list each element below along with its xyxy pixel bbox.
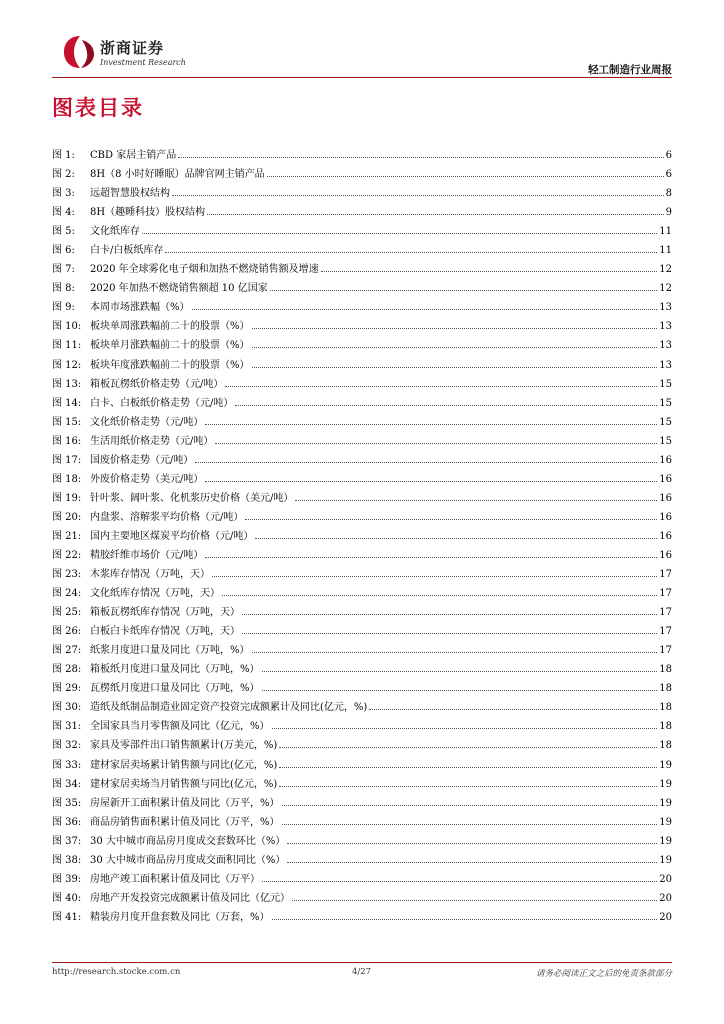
figure-number: 图 18:: [52, 473, 82, 485]
toc-entry[interactable]: [52, 451, 672, 470]
figure-number: 图 20:: [52, 511, 82, 523]
toc-entry[interactable]: [52, 546, 672, 565]
logo-chinese-name: 浙商证券: [100, 39, 165, 57]
footer-page-number: 4/27: [352, 967, 372, 977]
toc-entry[interactable]: [52, 698, 672, 717]
toc-entry[interactable]: [52, 832, 672, 851]
page-number: 17: [659, 607, 672, 619]
figure-title: 房地产竣工面积累计值及同比（万平）: [90, 873, 260, 885]
figure-number: 图 4:: [52, 207, 75, 219]
page-number: 19: [659, 816, 672, 828]
figure-number: 图 12:: [52, 359, 82, 371]
page-number: 8: [665, 188, 672, 200]
page-number: 20: [659, 892, 672, 904]
toc-entry[interactable]: [52, 813, 672, 832]
toc-entry[interactable]: [52, 622, 672, 641]
figure-title: 本周市场涨跌幅（%）: [90, 302, 190, 314]
dot-leader: [245, 519, 657, 520]
dot-leader: [262, 881, 657, 882]
page-number: 15: [659, 397, 672, 409]
page-footer: [52, 967, 672, 981]
toc-entry[interactable]: [52, 394, 672, 413]
figure-number: 图 23:: [52, 569, 82, 581]
figure-number: 图 15:: [52, 416, 82, 428]
page-number: 11: [659, 245, 672, 257]
dot-leader: [207, 214, 664, 215]
toc-entry[interactable]: [52, 336, 672, 355]
page-number: 13: [659, 302, 672, 314]
figure-number: 图 37:: [52, 835, 82, 847]
page-number: 16: [659, 549, 672, 561]
page-number: 20: [659, 911, 672, 923]
figure-title: 白卡/白板纸库存: [90, 245, 164, 257]
figure-number: 图 27:: [52, 645, 82, 657]
figure-number: 图 38:: [52, 854, 82, 866]
figure-number: 图 21:: [52, 530, 82, 542]
toc-entry[interactable]: [52, 679, 672, 698]
toc-entry[interactable]: [52, 146, 672, 165]
figure-number: 图 13:: [52, 378, 82, 390]
figure-number: 图 24:: [52, 588, 82, 600]
figure-title: 外废价格走势（美元/吨）: [90, 473, 204, 485]
page-number: 17: [659, 569, 672, 581]
toc-entry[interactable]: [52, 375, 672, 394]
logo-english-name: Investment Research: [100, 58, 186, 67]
toc-entry[interactable]: [52, 641, 672, 660]
toc-title: 图表目录: [52, 96, 144, 120]
figure-number: 图 7:: [52, 264, 75, 276]
figure-title: 国废价格走势（元/吨）: [90, 454, 194, 466]
figure-title: 箱板瓦楞纸价格走势（元/吨）: [90, 378, 224, 390]
page-header: [52, 34, 672, 80]
figure-title: 家具及零部件出口销售额累计(万美元，%): [90, 740, 278, 752]
toc-entry[interactable]: [52, 279, 672, 298]
toc-entry[interactable]: [52, 660, 672, 679]
dot-leader: [279, 786, 657, 787]
toc-entry[interactable]: [52, 203, 672, 222]
figure-title: 房地产开发投资完成额累计值及同比（亿元）: [90, 892, 290, 904]
page-number: 6: [665, 150, 672, 161]
page-number: 16: [659, 530, 672, 542]
toc-entry[interactable]: [52, 794, 672, 813]
figure-title: 文化纸库存: [90, 226, 140, 238]
toc-entry[interactable]: [52, 184, 672, 203]
toc-entry[interactable]: [52, 908, 672, 927]
dot-leader: [195, 462, 657, 463]
figure-title: 板块单月涨跌幅前二十的股票（%）: [90, 340, 250, 352]
footer-url-link[interactable]: http://research.stocke.com.cn: [52, 967, 181, 977]
figure-title: 2020 年全球雾化电子烟和加热不燃烧销售额及增速: [90, 264, 319, 276]
dot-leader: [242, 614, 657, 615]
dot-leader: [282, 824, 658, 825]
dot-leader: [252, 347, 658, 348]
figure-title: 白卡、白板纸价格走势（元/吨）: [90, 397, 234, 409]
figure-title: 精胶纤维市场价（元/吨）: [90, 549, 204, 561]
figure-title: 箱板纸月度进口量及同比（万吨，%）: [90, 664, 260, 676]
figure-number: 图 16:: [52, 435, 82, 447]
figure-title: 30 大中城市商品房月度成交面积同比（%）: [90, 854, 286, 866]
toc-entry[interactable]: [52, 165, 672, 184]
figure-title: 远超智慧股权结构: [90, 188, 170, 200]
page-number: 17: [659, 588, 672, 600]
figure-title: 箱板瓦楞纸库存情况（万吨，天）: [90, 607, 240, 619]
dot-leader: [192, 309, 658, 310]
page-number: 18: [659, 664, 672, 676]
page-number: 16: [659, 473, 672, 485]
toc-entry[interactable]: [52, 432, 672, 451]
figure-title: 针叶浆、阔叶浆、化机浆历史价格（美元/吨）: [90, 492, 294, 504]
figure-number: 图 1:: [52, 150, 75, 161]
dot-leader: [252, 328, 658, 329]
figure-number: 图 28:: [52, 664, 82, 676]
figure-number: 图 32:: [52, 740, 82, 752]
figure-title: 内盘浆、溶解浆平均价格（元/吨）: [90, 511, 244, 523]
figure-number: 图 40:: [52, 892, 82, 904]
figure-title: CBD 家居主销产品: [90, 150, 177, 161]
toc-entry[interactable]: [52, 298, 672, 317]
toc-entry[interactable]: [52, 317, 672, 336]
toc-entry[interactable]: [52, 222, 672, 241]
figure-number: 图 5:: [52, 226, 75, 238]
page-number: 13: [659, 359, 672, 371]
figure-title: 板块单周涨跌幅前二十的股票（%）: [90, 321, 250, 333]
page-number: 19: [659, 778, 672, 790]
dot-leader: [165, 252, 657, 253]
figure-title: 8H（趣睡科技）股权结构: [90, 207, 206, 219]
page-number: 20: [659, 873, 672, 885]
toc-entry[interactable]: [52, 260, 672, 279]
dot-leader: [287, 843, 657, 844]
figure-toc-list: [52, 146, 672, 927]
toc-entry[interactable]: [52, 413, 672, 432]
page-number: 12: [659, 283, 672, 295]
figure-title: 造纸及纸制品制造业固定资产投资完成额累计及同比(亿元，%): [90, 702, 368, 714]
figure-number: 图 41:: [52, 911, 82, 923]
dot-leader: [235, 405, 657, 406]
figure-title: 30 大中城市商品房月度成交套数环比（%）: [90, 835, 286, 847]
figure-title: 全国家具当月零售额及同比（亿元，%）: [90, 721, 270, 733]
footer-disclaimer: 请务必阅读正文之后的免责条款部分: [535, 969, 672, 979]
dot-leader: [252, 367, 658, 368]
page-number: 18: [659, 683, 672, 695]
figure-number: 图 26:: [52, 626, 82, 638]
page-number: 19: [659, 797, 672, 809]
figure-number: 图 34:: [52, 778, 82, 790]
figure-title: 板块年度涨跌幅前二十的股票（%）: [90, 359, 250, 371]
figure-title: 生活用纸价格走势（元/吨）: [90, 435, 214, 447]
header-divider: [52, 77, 672, 78]
page-number: 19: [659, 759, 672, 771]
figure-number: 图 25:: [52, 607, 82, 619]
dot-leader: [262, 690, 658, 691]
figure-title: 白板白卡纸库存情况（万吨，天）: [90, 626, 240, 638]
page-number: 9: [665, 207, 672, 219]
toc-entry[interactable]: [52, 756, 672, 775]
page-number: 13: [659, 340, 672, 352]
figure-title: 精装房月度开盘套数及同比（万套，%）: [90, 911, 270, 923]
figure-number: 图 9:: [52, 302, 75, 314]
dot-leader: [272, 919, 658, 920]
page-number: 18: [659, 740, 672, 752]
figure-number: 图 33:: [52, 759, 82, 771]
dot-leader: [212, 576, 657, 577]
figure-number: 图 39:: [52, 873, 82, 885]
toc-entry[interactable]: [52, 889, 672, 908]
toc-entry[interactable]: [52, 489, 672, 508]
figure-number: 图 35:: [52, 797, 82, 809]
page-number: 11: [659, 226, 672, 238]
dot-leader: [242, 633, 657, 634]
toc-entry[interactable]: [52, 717, 672, 736]
dot-leader: [172, 195, 664, 196]
toc-entry[interactable]: [52, 470, 672, 489]
figure-number: 图 22:: [52, 549, 82, 561]
report-type-label: 轻工制造行业周报: [588, 64, 672, 76]
figure-title: 瓦楞纸月度进口量及同比（万吨，%）: [90, 683, 260, 695]
figure-title: 木浆库存情况（万吨，天）: [90, 569, 210, 581]
page-number: 12: [659, 264, 672, 276]
toc-entry[interactable]: [52, 603, 672, 622]
page-number: 6: [665, 169, 672, 181]
page-number: 16: [659, 511, 672, 523]
dot-leader: [262, 671, 658, 672]
toc-entry[interactable]: [52, 736, 672, 755]
toc-entry[interactable]: [52, 565, 672, 584]
dot-leader: [369, 709, 657, 710]
figure-number: 图 30:: [52, 702, 82, 714]
figure-title: 房屋新开工面积累计值及同比（万平，%）: [90, 797, 280, 809]
dot-leader: [282, 805, 658, 806]
dot-leader: [225, 386, 657, 387]
figure-title: 建材家居卖场累计销售额与同比(亿元，%): [90, 759, 278, 771]
dot-leader: [178, 157, 663, 158]
page-number: 19: [659, 835, 672, 847]
page-number: 18: [659, 721, 672, 733]
page-number: 15: [659, 416, 672, 428]
footer-divider: [52, 962, 672, 963]
dot-leader: [255, 538, 657, 539]
toc-entry[interactable]: [52, 241, 672, 260]
figure-number: 图 14:: [52, 397, 82, 409]
figure-title: 国内主要地区煤炭平均价格（元/吨）: [90, 530, 254, 542]
page-number: 15: [659, 378, 672, 390]
dot-leader: [205, 557, 657, 558]
page-number: 19: [659, 854, 672, 866]
toc-entry[interactable]: [52, 356, 672, 375]
figure-number: 图 31:: [52, 721, 82, 733]
figure-number: 图 17:: [52, 454, 82, 466]
dot-leader: [205, 481, 657, 482]
figure-number: 图 11:: [52, 340, 82, 352]
figure-number: 图 36:: [52, 816, 82, 828]
dot-leader: [287, 862, 657, 863]
toc-entry[interactable]: [52, 527, 672, 546]
dot-leader: [279, 747, 657, 748]
page-number: 15: [659, 435, 672, 447]
page-number: 17: [659, 626, 672, 638]
dot-leader: [142, 233, 657, 234]
dot-leader: [267, 176, 664, 177]
figure-number: 图 3:: [52, 188, 75, 200]
dot-leader: [252, 652, 658, 653]
dot-leader: [222, 595, 657, 596]
figure-title: 文化纸库存情况（万吨，天）: [90, 588, 220, 600]
figure-number: 图 6:: [52, 245, 75, 257]
dot-leader: [270, 290, 658, 291]
dot-leader: [279, 767, 657, 768]
page-number: 16: [659, 454, 672, 466]
figure-number: 图 8:: [52, 283, 75, 295]
figure-number: 图 2:: [52, 169, 75, 181]
page-number: 13: [659, 321, 672, 333]
dot-leader: [215, 443, 657, 444]
dot-leader: [295, 500, 657, 501]
figure-title: 8H（8 小时好睡眠）品牌官网主销产品: [90, 169, 265, 181]
dot-leader: [292, 900, 657, 901]
figure-title: 纸浆月度进口量及同比（万吨，%）: [90, 645, 250, 657]
toc-entry[interactable]: [52, 870, 672, 889]
dot-leader: [321, 271, 658, 272]
figure-title: 2020 年加热不燃烧销售额超 10 亿国家: [90, 283, 268, 295]
toc-entry[interactable]: [52, 584, 672, 603]
figure-number: 图 29:: [52, 683, 82, 695]
figure-title: 文化纸价格走势（元/吨）: [90, 416, 204, 428]
page-number: 17: [659, 645, 672, 657]
figure-number: 图 19:: [52, 492, 82, 504]
dot-leader: [272, 728, 658, 729]
dot-leader: [205, 424, 657, 425]
page-number: 16: [659, 492, 672, 504]
toc-entry[interactable]: [52, 508, 672, 527]
figure-title: 商品房销售面积累计值及同比（万平，%）: [90, 816, 280, 828]
page-number: 18: [659, 702, 672, 714]
figure-number: 图 10:: [52, 321, 82, 333]
toc-entry[interactable]: [52, 775, 672, 794]
zheshang-logo-icon: [62, 34, 98, 70]
figure-title: 建材家居卖场当月销售额与同比(亿元，%): [90, 778, 278, 790]
toc-entry[interactable]: [52, 851, 672, 870]
